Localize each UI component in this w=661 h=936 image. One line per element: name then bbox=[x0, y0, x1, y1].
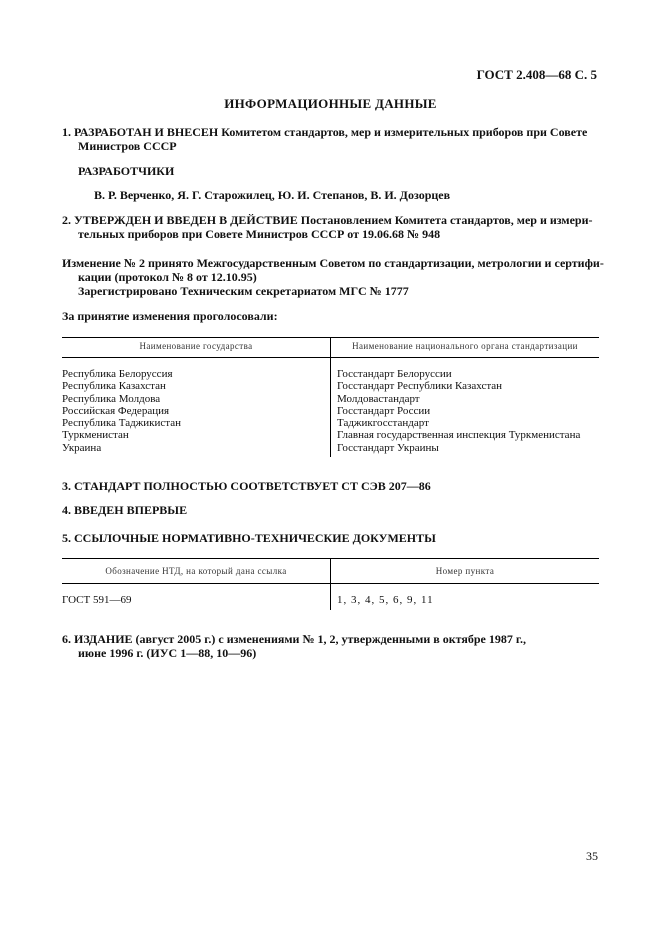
amendment-line2: кации (протокол № 8 от 12.10.95) bbox=[78, 270, 257, 284]
section-1-number: 1. bbox=[62, 125, 71, 139]
section-3: 3. СТАНДАРТ ПОЛНОСТЬЮ СООТВЕТСТВУЕТ СТ СЭВ 207—86 bbox=[62, 479, 431, 493]
table-row-country: Республика Таджикистан bbox=[62, 417, 181, 430]
table2-col1-header: Обозначение НТД, на который дана ссылка bbox=[105, 566, 287, 576]
section-1 bbox=[62, 125, 602, 153]
table2-col2-header: Номер пункта bbox=[435, 566, 495, 576]
section-2-text: Постановлением Комитета стандартов, мер и измери- bbox=[300, 213, 593, 227]
section-2-lead: УТВЕРЖДЕН И ВВЕДЕН В ДЕЙСТВИЕ bbox=[74, 213, 298, 227]
developers-heading: РАЗРАБОТЧИКИ bbox=[78, 164, 175, 178]
amendment-line3: Зарегистрировано Техническим секретариатом МГС № 1777 bbox=[78, 284, 409, 298]
section-1-lead: РАЗРАБОТАН И ВНЕСЕН bbox=[74, 125, 219, 139]
table2-cell-doc: ГОСТ 591—69 bbox=[62, 594, 132, 606]
table-row-body: Молдовастандарт bbox=[337, 392, 420, 405]
section-6-line2: июне 1996 г. (ИУС 1—88, 10—96) bbox=[78, 646, 257, 660]
section-4: 4. ВВЕДЕН ВПЕРВЫЕ bbox=[62, 503, 188, 517]
table1-col2-list bbox=[337, 368, 580, 454]
section-2-line2: тельных приборов при Совете Министров СССР от 19.06.68 № 948 bbox=[78, 227, 441, 241]
table-row-country: Республика Казахстан bbox=[62, 380, 166, 393]
section-5: 5. ССЫЛОЧНЫЕ НОРМАТИВНО-ТЕХНИЧЕСКИЕ ДОКУМЕНТЫ bbox=[62, 531, 436, 545]
section-6 bbox=[62, 632, 602, 660]
table-row-country: Украина bbox=[62, 441, 102, 454]
page-number: 35 bbox=[586, 849, 598, 863]
developers-names: В. Р. Верченко, Я. Г. Старожилец, Ю. И. Степанов, В. И. Дозорцев bbox=[94, 188, 451, 202]
table1-col1-header: Наименование государства bbox=[139, 341, 253, 351]
section-1-text: Комитетом стандартов, мер и измерительных приборов при Совете bbox=[221, 125, 588, 139]
table2-cell-items: 1, 3, 4, 5, 6, 9, 11 bbox=[337, 594, 434, 606]
amendment-block bbox=[62, 256, 602, 298]
table-row-country: Республика Белоруссия bbox=[62, 368, 173, 380]
table-row-body: Госстандарт Белоруссии bbox=[337, 368, 452, 380]
table1-column-divider bbox=[330, 337, 331, 457]
table-row-body: Главная государственная инспекция Туркменистана bbox=[337, 429, 581, 442]
standard-code-header: ГОСТ 2.408—68 С. 5 bbox=[476, 67, 597, 82]
vote-heading: За принятие изменения проголосовали: bbox=[62, 309, 278, 323]
table-row-body: Госстандарт Республики Казахстан bbox=[337, 380, 503, 393]
section-2-number: 2. bbox=[62, 213, 71, 227]
table-row-body: Госстандарт России bbox=[337, 404, 431, 417]
section-1-line2: Министров СССР bbox=[78, 139, 177, 153]
table1-col2-header: Наименование национального органа стандартизации bbox=[352, 341, 578, 351]
table1-col1-list bbox=[62, 368, 181, 454]
table-row-country: Республика Молдова bbox=[62, 392, 161, 405]
table-row-body: Таджикгосстандарт bbox=[337, 417, 429, 430]
section-6-line1: 6. ИЗДАНИЕ (август 2005 г.) с изменениями № 1, 2, утвержденными в октябре 1987 г., bbox=[62, 632, 526, 646]
page-title: ИНФОРМАЦИОННЫЕ ДАННЫЕ bbox=[224, 96, 437, 111]
amendment-line1: Изменение № 2 принято Межгосударственным Советом по стандартизации, метрологии и сертифи- bbox=[62, 256, 604, 270]
table-row-country: Туркменистан bbox=[62, 429, 129, 442]
table-row-country: Российская Федерация bbox=[62, 404, 170, 417]
section-2 bbox=[62, 213, 602, 241]
table-row-body: Госстандарт Украины bbox=[337, 441, 439, 454]
